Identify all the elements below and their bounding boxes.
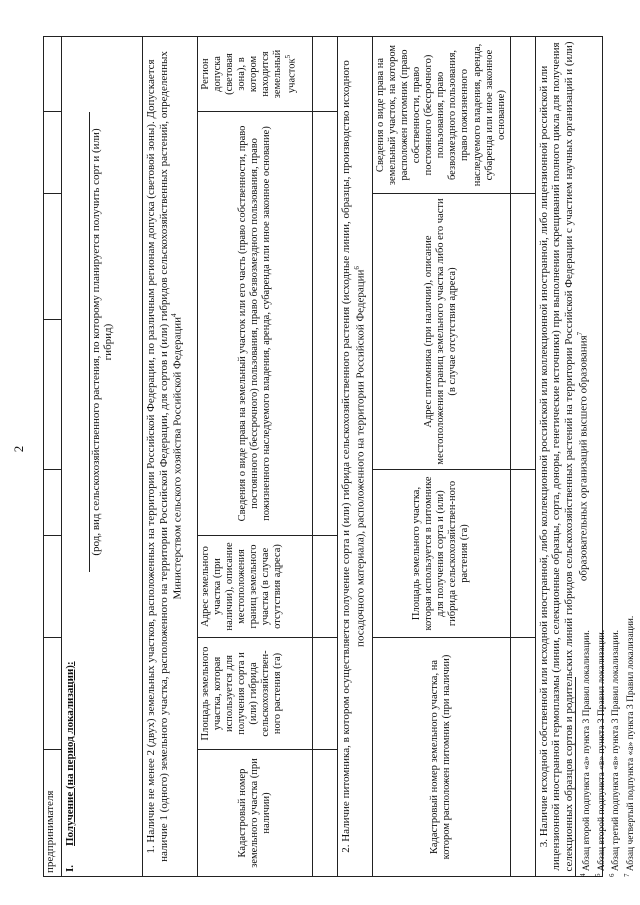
nursery-col-cadastral: Кадастровый номер земельного участка, на котором расположен питомник (при наличии): [373, 638, 511, 877]
header-strip: [44, 37, 62, 877]
page-number: 2: [11, 445, 26, 453]
crop-type-note: (род, вид сельскохозяйственного растения, по которому планируется получить сорт и (или) гибрид): [89, 128, 115, 556]
item-1-text: 1. Наличие не менее 2 (двух) земельных участков, расположенных на территории Российской Федерации, по различным регионам допуска (световой зоны). Допускается наличие 1 (одного) земельного участка, расположенного на территории Российской Федерации, для сортов и (или) гибридов сельскохозяйственных растений, определенных Министерством сельского хозяйства Российской Федерации: [145, 51, 184, 862]
applicant-label: предпринимателя: [44, 750, 62, 877]
item-2-empty-row: [510, 37, 535, 877]
section-title: Получение (на период локализации):: [64, 661, 76, 846]
footnote-mark-7: 7: [575, 331, 584, 336]
footnote-6: $^6$ Абзац третий подпункта «в» пункта 3 Правил локализации.: [608, 629, 622, 877]
section-number: I.: [64, 864, 76, 872]
item-2-row: [338, 37, 373, 877]
col-right-type: Сведения о виде права на земельный участок или его часть (право собственности, право постоянного (бессрочного) пользования, право безвозмездного пользования, право пожизненного наследуемого владения, аренда, субаренда или иное законное основание): [198, 112, 313, 536]
footnote-4: $^4$ Абзац второй подпункта «а» пункта 3 Правил локализации.: [579, 630, 593, 877]
footnote-5: $^5$ Абзац второй подпункта «в» пункта 3 Правил локализации.: [593, 629, 607, 877]
item-1-empty-row: [313, 37, 338, 877]
nursery-col-address: Адрес питомника (при наличии), описание местоположения границ земельного участка либо его части (в случае отсутствия адреса): [373, 194, 511, 470]
footnote-7: $^7$ Абзац четвертый подпункта «а» пункта 3 Правил локализации.: [623, 615, 637, 877]
footnote-mark-4: 4: [170, 313, 179, 317]
item-2-headers: [373, 37, 511, 877]
footnote-mark-5: 5: [284, 54, 293, 59]
item-1-row: [143, 37, 198, 877]
item-2-text: 2. Наличие питомника, в котором осуществляется получение сорта и (или) гибрида сельскохозяйственного растения (исходные линии, образцы, производство исходного посадочного материала), расположенного на территории Российской Федерации: [340, 60, 367, 853]
item-1-headers: [198, 37, 313, 877]
col-address: Адрес земельного участка (при наличии), описание местоположения границ земельного участка (в случае отсутствия адреса): [198, 536, 313, 638]
section-title-row: [62, 37, 143, 877]
col-region: Регион допуска (световая зона), в котором находится земельный участок: [200, 49, 298, 99]
col-cadastral: Кадастровый номер земельного участка (при наличии): [198, 750, 313, 877]
nursery-col-area: Площадь земельного участка, которая используется в питомнике для получения сорта и (или) гибрида сельскохозяйствен-ного растения (га): [373, 470, 511, 638]
localization-table: [43, 36, 603, 877]
footnote-mark-6: 6: [352, 266, 361, 270]
col-area: Площадь земельного участка, которая используется для получения сорта и (или) гибрида сельскохозяйствен-ного растения (га): [198, 638, 313, 750]
footnote-rule: [575, 677, 576, 877]
nursery-col-right-type: Сведения о виде права на земельный участок, на котором расположен питомник (право собственности, право постоянного (бессрочного) пользования, право безвозмездного пользования, право пожизненного наследуемого владения, аренда, субаренда или иное законное основание): [373, 37, 511, 194]
footnotes: [575, 37, 638, 877]
rotated-page-content: [43, 37, 637, 877]
item-3-text: 3. Наличие исходной собственной или исходной иностранной, либо коллекционной российской или коллекционной иностранной, либо лицензионной российской или лицензионной иностранной гермоплазмы (линии, селекционные образцы, сорта, доноры, генетические источники) при выполнении скрещиваний полного цикла для получения селекционных образцов сортов и родительских линий гибридов сельскохозяйственных растений на территории Российской Федерации с участием научных организаций и (или) образовательных организаций высшего образования: [537, 41, 590, 872]
